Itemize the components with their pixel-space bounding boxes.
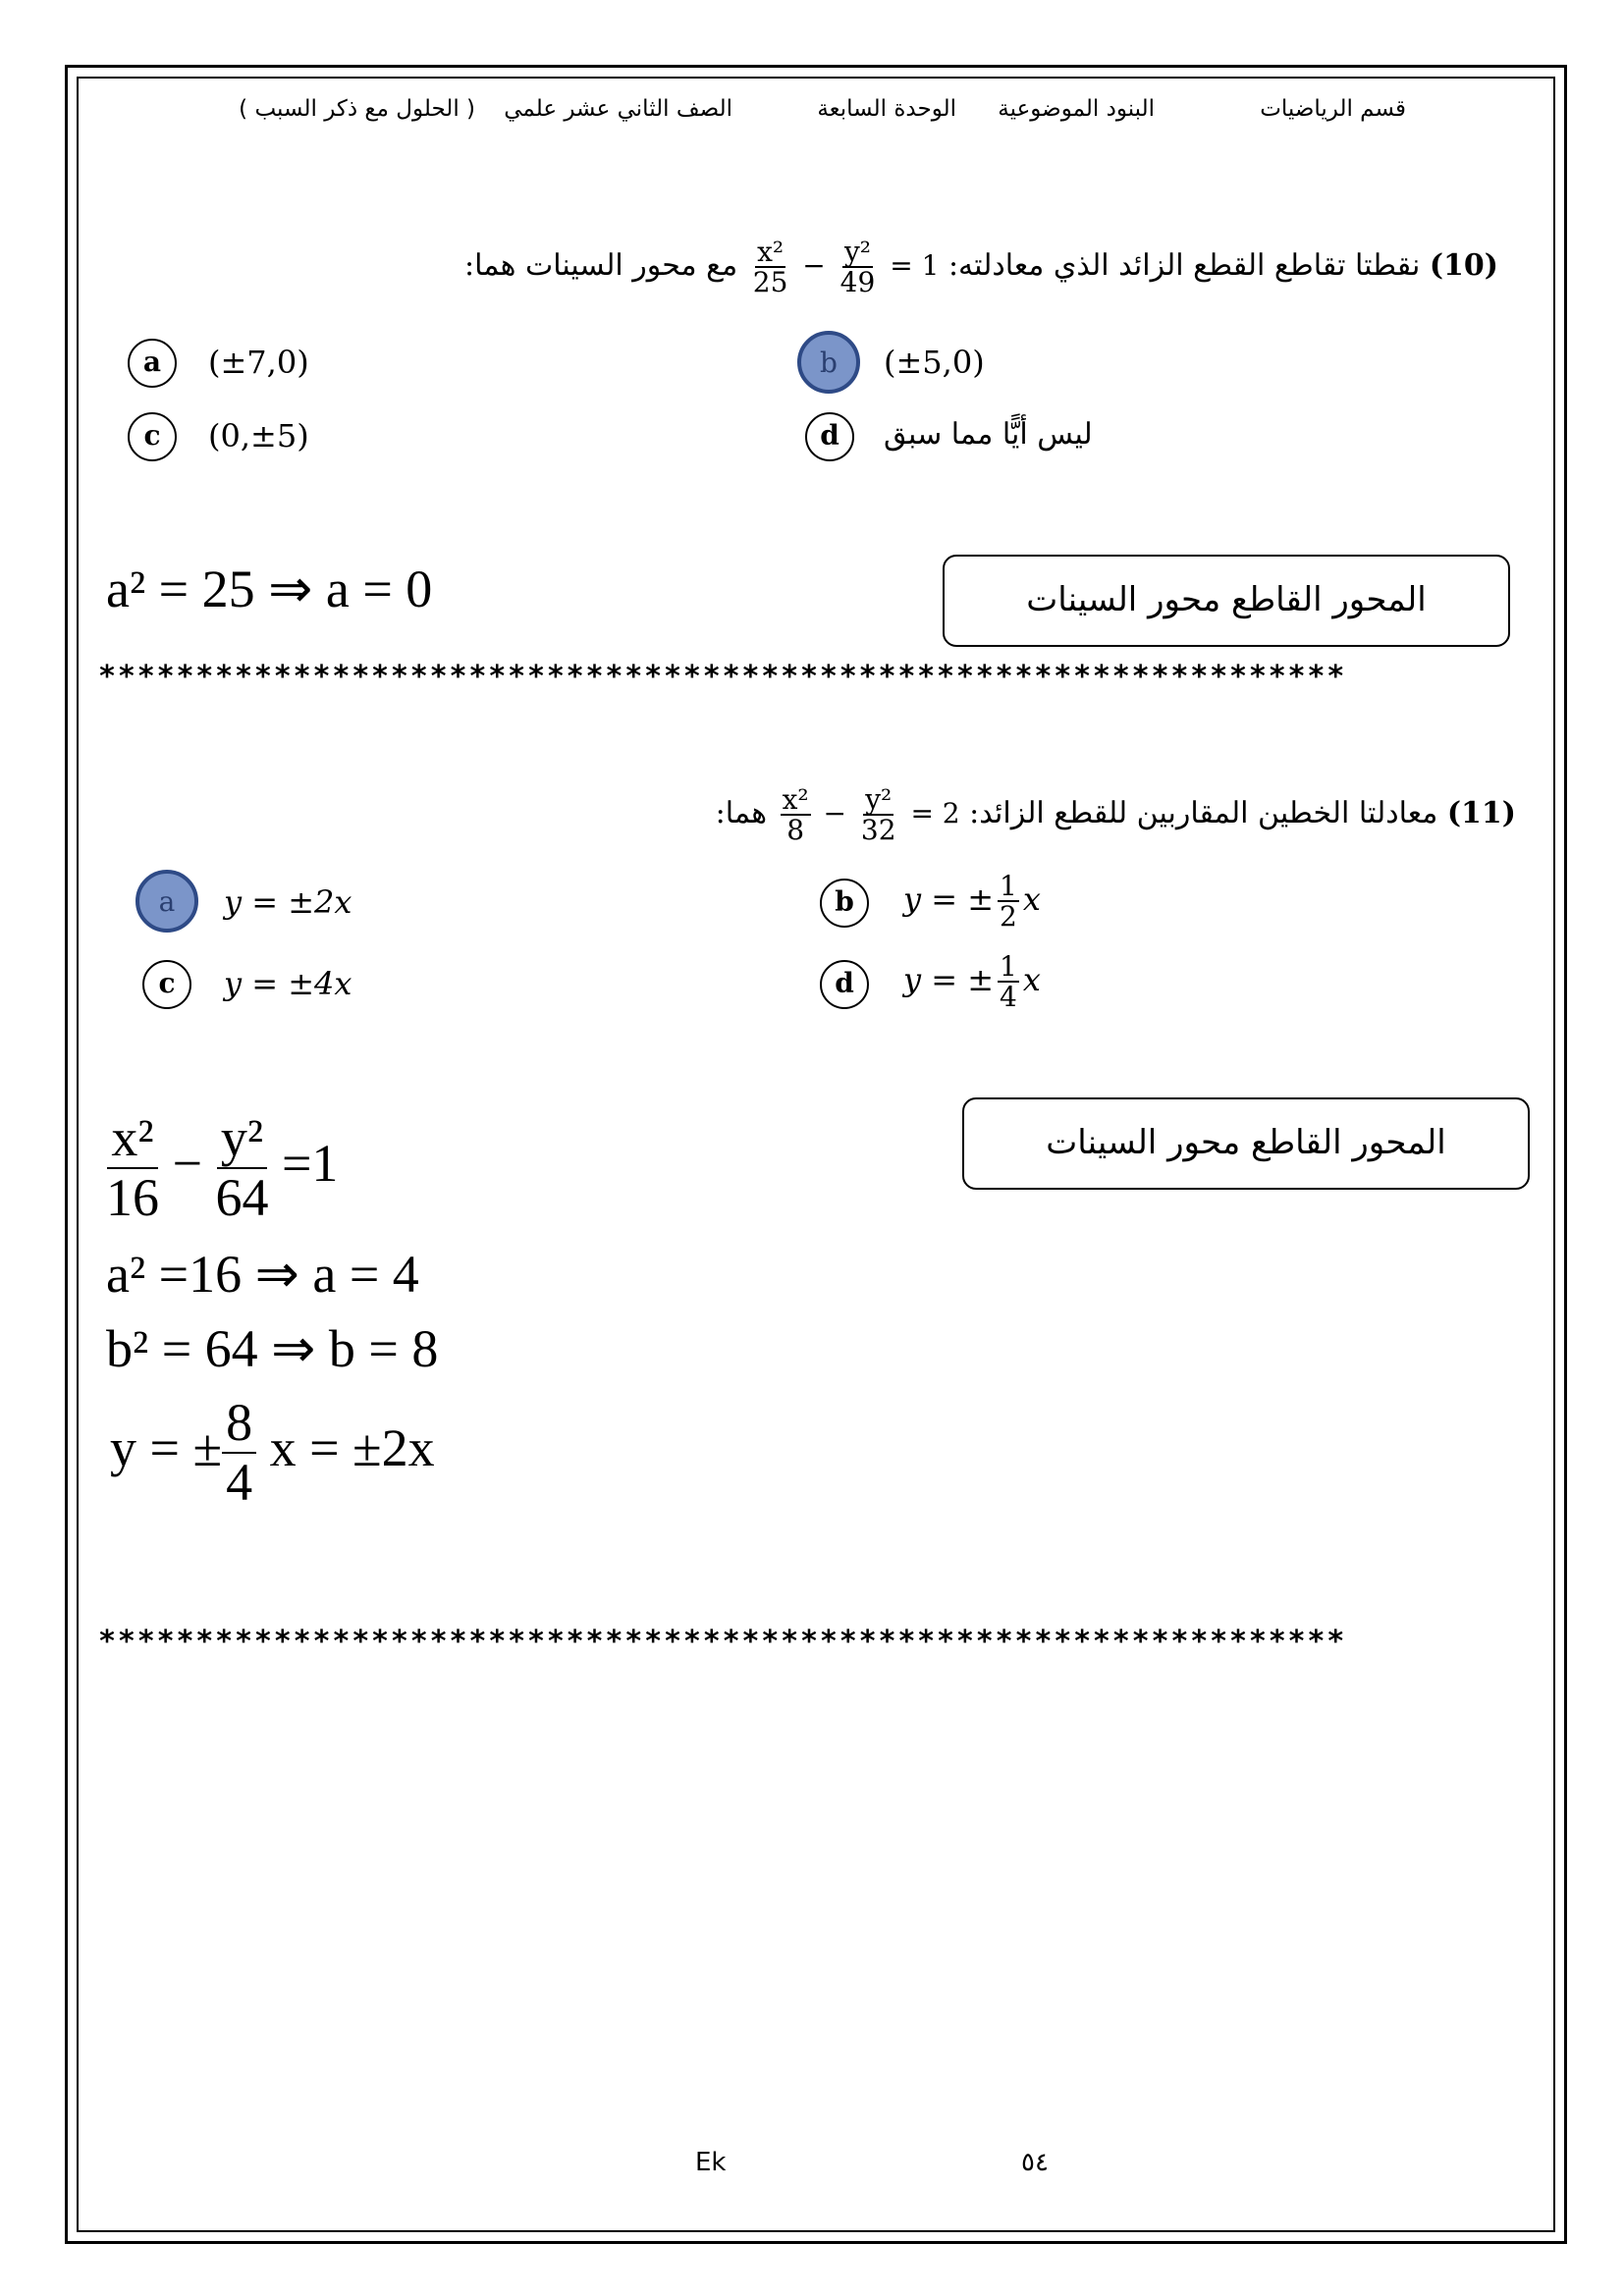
q10-option-b-circle-selected[interactable]: b bbox=[797, 331, 860, 394]
footer-left-text: Ek bbox=[695, 2148, 727, 2177]
q10-frac2-den: 49 bbox=[839, 266, 876, 299]
q11-text-before: معادلتا الخطين المقاربين للقطع الزائد: bbox=[969, 795, 1438, 830]
q11-sol-den1: 16 bbox=[106, 1168, 159, 1228]
q10-rhs: = 1 bbox=[890, 248, 940, 282]
header-items: البنود الموضوعية bbox=[998, 96, 1155, 122]
q10-minus: − bbox=[802, 248, 826, 282]
separator-2: **************************************************************** bbox=[98, 1625, 1347, 1659]
q11-frac2-num: y² bbox=[865, 783, 893, 816]
q10-option-c-value: (0,±5) bbox=[208, 417, 309, 454]
q10-option-d-value: ليس أيًّا مما سبق bbox=[884, 417, 1093, 452]
q11-sol-minus: − bbox=[172, 1133, 202, 1193]
q11-sol-num1: x² bbox=[107, 1109, 157, 1169]
q10-question bbox=[464, 238, 1498, 297]
q11-frac1-num: x² bbox=[782, 783, 809, 816]
q10-text-before: نقطتا تقاطع القطع الزائد الذي معادلته: bbox=[947, 247, 1421, 283]
q11-text-after: هما: bbox=[715, 795, 768, 830]
q10-frac1-num: x² bbox=[757, 236, 785, 268]
q11-option-d-value bbox=[903, 952, 1041, 1012]
q10-text-after: مع محور السينات هما: bbox=[464, 247, 738, 283]
q10-solution: a² = 25 ⇒ a = 0 bbox=[106, 560, 433, 618]
header-note: ( الحلول مع ذكر السبب ) bbox=[239, 96, 475, 122]
q11-solution-line2: a² =16 ⇒ a = 4 bbox=[106, 1245, 419, 1304]
q10-reason-box: المحور القاطع محور السينات bbox=[943, 555, 1510, 647]
separator-1: **************************************************************** bbox=[98, 660, 1347, 694]
q11-option-b-value bbox=[903, 872, 1041, 932]
q11-option-b-prefix: y = ± bbox=[903, 880, 995, 918]
footer-page-number: ٥٤ bbox=[1021, 2148, 1049, 2177]
q11-number: (11) bbox=[1446, 795, 1516, 830]
q11-sol-den2: 64 bbox=[215, 1168, 269, 1228]
q11-equation bbox=[777, 785, 960, 845]
q11-option-b-var: x bbox=[1022, 880, 1041, 918]
q10-option-c-circle[interactable]: c bbox=[128, 412, 177, 461]
q11-solution-line3: b² = 64 ⇒ b = 8 bbox=[106, 1319, 439, 1378]
header-department: قسم الرياضيات bbox=[1260, 96, 1406, 122]
q11-option-a-value: y = ±2x bbox=[224, 883, 352, 921]
q11-solution-line1 bbox=[106, 1109, 338, 1228]
q10-frac2-num: y² bbox=[843, 236, 872, 268]
q11-option-b-num: 1 bbox=[1000, 870, 1017, 902]
q10-option-d-circle[interactable]: d bbox=[805, 412, 854, 461]
q11-option-b-circle[interactable]: b bbox=[820, 879, 869, 928]
q11-option-b-den: 2 bbox=[1000, 900, 1017, 934]
q11-reason-box: المحور القاطع محور السينات bbox=[962, 1097, 1530, 1190]
q11-question bbox=[716, 785, 1516, 845]
q11-option-c-value: y = ±4x bbox=[224, 965, 352, 1002]
q10-option-a-circle[interactable]: a bbox=[128, 339, 177, 388]
q10-option-b-value: (±5,0) bbox=[884, 344, 985, 381]
header-unit: الوحدة السابعة bbox=[817, 96, 956, 122]
q11-sol-rhs: =1 bbox=[281, 1133, 339, 1193]
q11-option-d-var: x bbox=[1022, 960, 1041, 998]
q11-sol-num2: y² bbox=[217, 1109, 267, 1169]
q10-equation bbox=[747, 238, 940, 297]
q11-solution-line4 bbox=[110, 1394, 435, 1513]
q11-option-d-num: 1 bbox=[1000, 950, 1017, 983]
q11-option-d-prefix: y = ± bbox=[903, 960, 995, 998]
q11-sol-line4-num: 8 bbox=[222, 1394, 256, 1454]
q11-frac2-den: 32 bbox=[860, 814, 896, 847]
q11-sol-line4-prefix: y = ± bbox=[110, 1417, 223, 1477]
header-grade: الصف الثاني عشر علمي bbox=[504, 96, 732, 122]
q11-option-d-circle[interactable]: d bbox=[820, 960, 869, 1009]
q11-frac1-den: 8 bbox=[786, 814, 805, 847]
q11-minus: − bbox=[823, 796, 846, 829]
q11-rhs: = 2 bbox=[910, 796, 960, 829]
q11-option-d-den: 4 bbox=[1000, 981, 1017, 1014]
q10-number: (10) bbox=[1429, 247, 1498, 283]
q11-sol-line4-suffix: x = ±2x bbox=[269, 1417, 435, 1477]
q11-sol-line4-den: 4 bbox=[226, 1453, 253, 1513]
q10-frac1-den: 25 bbox=[752, 266, 788, 299]
q10-option-a-value: (±7,0) bbox=[208, 344, 309, 381]
q11-option-c-circle[interactable]: c bbox=[142, 960, 191, 1009]
q11-option-a-circle-selected[interactable]: a bbox=[135, 870, 198, 933]
